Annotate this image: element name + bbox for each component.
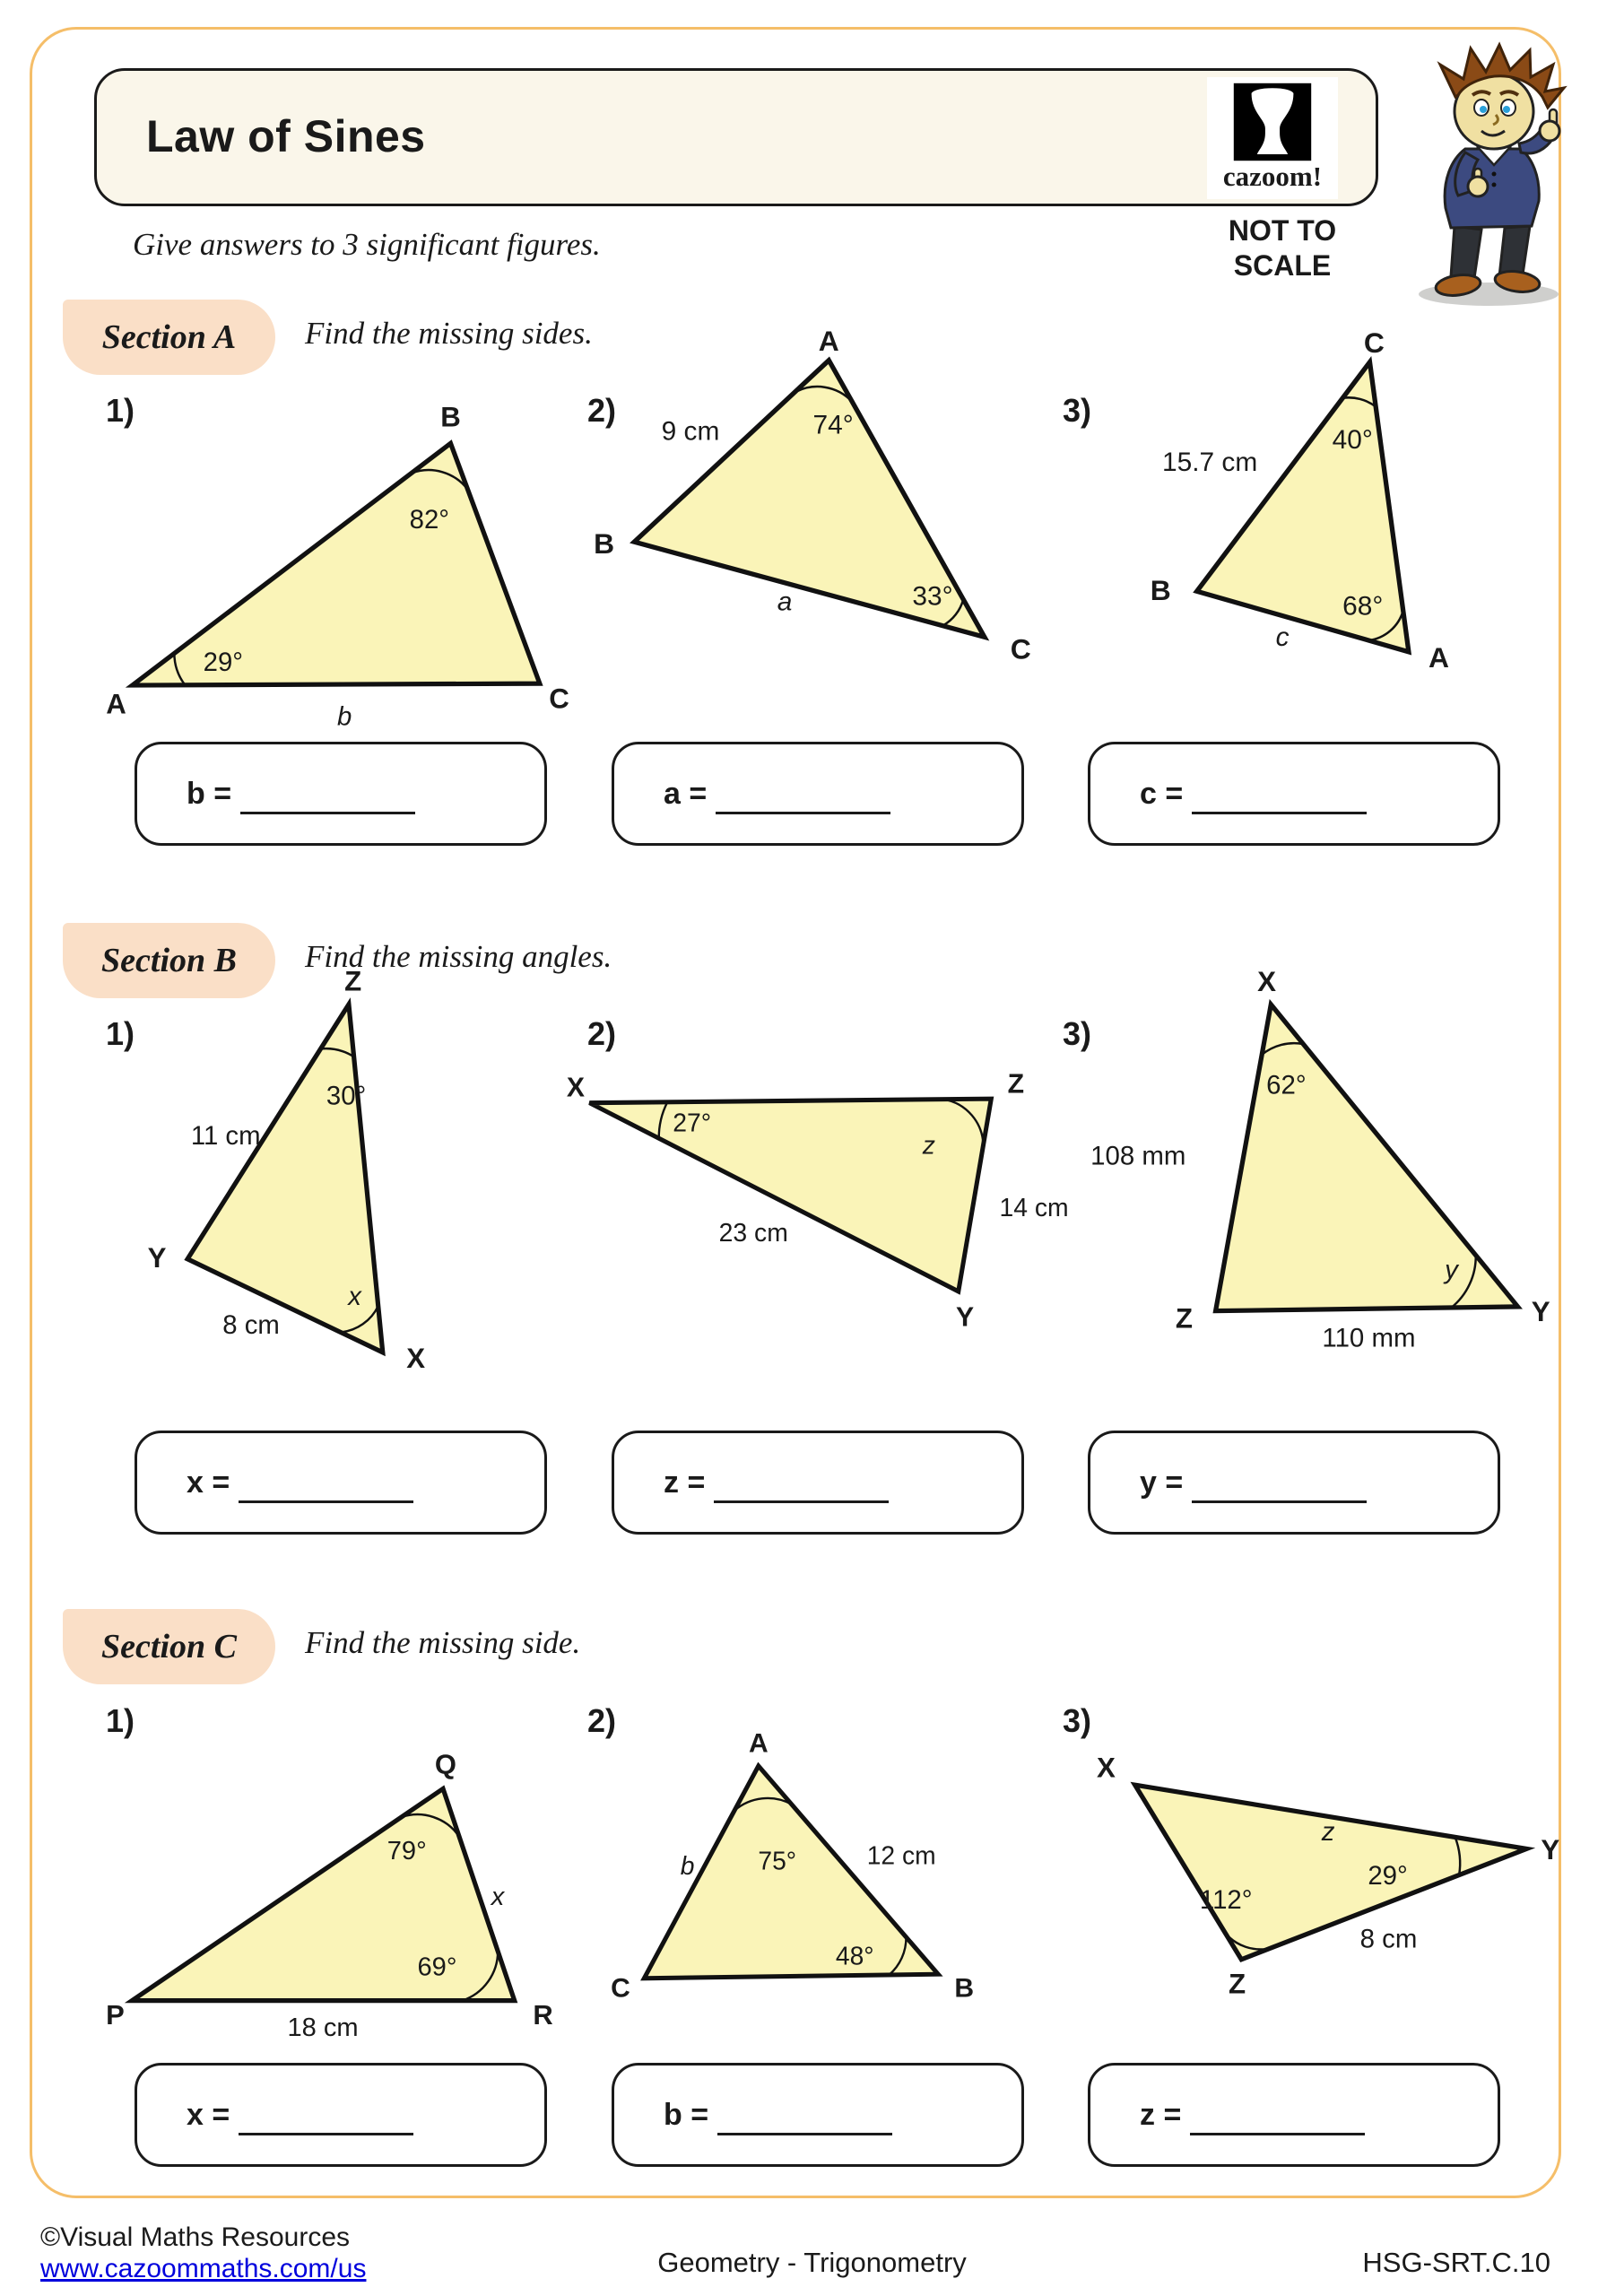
question-number: 3) bbox=[1063, 1015, 1092, 1052]
angle-value: 79° bbox=[386, 1837, 427, 1866]
mascot-button bbox=[1492, 172, 1497, 177]
unknown-side-label: b bbox=[337, 701, 352, 732]
vertex-label: Z bbox=[1229, 1968, 1246, 2000]
triangle-shape bbox=[589, 1099, 991, 1292]
triangle-shape bbox=[1216, 1004, 1518, 1311]
angle-value: 68° bbox=[1342, 591, 1384, 622]
website-link[interactable]: www.cazoommaths.com/us bbox=[40, 2254, 367, 2283]
vertex-label: A bbox=[748, 1729, 769, 1759]
topic-label: Geometry - Trigonometry bbox=[657, 2247, 967, 2278]
vertex-label: A bbox=[106, 688, 126, 720]
side-measurement: 8 cm bbox=[1359, 1924, 1418, 1954]
question-number: 3) bbox=[1063, 392, 1092, 429]
vertex-label: R bbox=[533, 1998, 553, 2031]
mascot-pupil bbox=[1503, 106, 1510, 113]
unknown-side-label: c bbox=[1275, 622, 1290, 653]
vertex-label: Z bbox=[1007, 1069, 1025, 1100]
triangle-shape bbox=[133, 443, 540, 685]
side-measurement: 15.7 cm bbox=[1161, 448, 1258, 478]
question-number: 2) bbox=[587, 392, 617, 429]
answer-label: b = bbox=[187, 776, 232, 811]
mascot-leg bbox=[1451, 226, 1481, 278]
answer-label: a = bbox=[664, 776, 708, 811]
vertex-label: X bbox=[1096, 1752, 1116, 1784]
vertex-label: C bbox=[549, 683, 569, 715]
answer-box bbox=[135, 1431, 547, 1535]
angle-value: 62° bbox=[1266, 1070, 1307, 1100]
unknown-angle-label: z bbox=[922, 1131, 935, 1161]
question-number: 3) bbox=[1063, 1702, 1092, 1739]
answer-line bbox=[239, 1463, 413, 1503]
answer-line bbox=[1192, 1463, 1367, 1503]
vertex-label: B bbox=[1150, 573, 1171, 606]
angle-value: 29° bbox=[1368, 1861, 1408, 1892]
answer-label: c = bbox=[1140, 776, 1184, 811]
angle-value: 82° bbox=[409, 504, 450, 535]
angle-value: 69° bbox=[417, 1952, 457, 1982]
vertex-label: C bbox=[1010, 632, 1031, 665]
header-box bbox=[94, 68, 1378, 206]
section-b-label: Section B bbox=[63, 923, 275, 998]
side-measurement: 18 cm bbox=[287, 2013, 359, 2042]
side-measurement: 11 cm bbox=[190, 1121, 261, 1152]
answer-line bbox=[716, 774, 890, 814]
vertex-label: Y bbox=[1541, 1833, 1560, 1866]
answer-line bbox=[717, 2095, 892, 2135]
vertex-label: A bbox=[1429, 641, 1450, 670]
answer-box bbox=[135, 2063, 547, 2167]
vertex-label: Y bbox=[956, 1302, 975, 1333]
side-measurement: 8 cm bbox=[222, 1310, 280, 1341]
mascot-fist bbox=[1540, 121, 1559, 141]
worksheet-instruction: Give answers to 3 significant figures. bbox=[133, 227, 601, 262]
section-a-task: Find the missing sides. bbox=[305, 316, 593, 351]
side-measurement: 12 cm bbox=[866, 1840, 936, 1870]
answer-box bbox=[612, 1431, 1024, 1535]
triangle-c2 bbox=[583, 1729, 1040, 2039]
answer-box bbox=[612, 742, 1024, 846]
answer-label: x = bbox=[187, 2097, 230, 2132]
angle-value: 48° bbox=[835, 1941, 874, 1970]
triangle-b1 bbox=[94, 970, 569, 1370]
vertex-label: B bbox=[954, 1973, 975, 2004]
vertex-label: Z bbox=[1175, 1302, 1193, 1335]
triangle-a1 bbox=[94, 401, 569, 732]
answer-box bbox=[1088, 1431, 1500, 1535]
unknown-angle-label: x bbox=[348, 1281, 361, 1311]
mascot-leg bbox=[1499, 226, 1530, 276]
triangle-c1 bbox=[94, 1740, 565, 2059]
triangle-a2 bbox=[569, 330, 1054, 667]
answer-label: z = bbox=[664, 1465, 706, 1500]
vertex-label: Z bbox=[344, 970, 362, 997]
answer-line bbox=[240, 774, 415, 814]
question-number: 2) bbox=[587, 1015, 617, 1052]
mascot-illustration bbox=[1399, 41, 1596, 310]
section-a-label: Section A bbox=[63, 300, 275, 375]
copyright-text: ©Visual Maths Resources bbox=[40, 2222, 351, 2252]
question-number: 2) bbox=[587, 1702, 617, 1739]
unknown-side-label: a bbox=[777, 587, 793, 617]
angle-value: 40° bbox=[1332, 425, 1373, 456]
section-c-label: Section C bbox=[63, 1609, 275, 1684]
vertex-label: Y bbox=[147, 1242, 167, 1274]
answer-line bbox=[239, 2095, 413, 2135]
answer-label: z = bbox=[1140, 2097, 1182, 2132]
standard-code: HSG-SRT.C.10 bbox=[1362, 2247, 1550, 2278]
mascot-pupil bbox=[1480, 106, 1487, 113]
mascot-fist bbox=[1468, 177, 1488, 196]
vertex-label: A bbox=[818, 330, 839, 358]
angle-value: 75° bbox=[758, 1846, 797, 1875]
vertex-label: P bbox=[106, 1998, 125, 2031]
angle-value: 112° bbox=[1199, 1884, 1253, 1915]
vertex-label: C bbox=[1363, 332, 1385, 360]
answer-box bbox=[135, 742, 547, 846]
vertex-label: B bbox=[594, 526, 615, 560]
triangle-shape bbox=[132, 1788, 515, 2000]
section-b-task: Find the missing angles. bbox=[305, 939, 612, 974]
unknown-side-label: b bbox=[680, 1851, 695, 1881]
section-c-task: Find the missing side. bbox=[305, 1625, 581, 1660]
goblet-logo-icon bbox=[1232, 82, 1313, 162]
brand-name: cazoom! bbox=[1222, 161, 1323, 192]
side-measurement: 23 cm bbox=[718, 1219, 788, 1248]
angle-value: 29° bbox=[203, 647, 244, 677]
vertex-label: X bbox=[1257, 970, 1276, 997]
side-measurement: 108 mm bbox=[1090, 1141, 1186, 1171]
vertex-label: X bbox=[406, 1342, 426, 1370]
brand-logo bbox=[1207, 77, 1338, 199]
side-measurement: 14 cm bbox=[999, 1193, 1069, 1222]
triangle-c3 bbox=[1063, 1738, 1565, 2036]
vertex-label: B bbox=[440, 401, 461, 433]
answer-line bbox=[1192, 774, 1367, 814]
triangle-b3 bbox=[1058, 970, 1560, 1370]
triangle-shape bbox=[1135, 1785, 1527, 1960]
vertex-label: C bbox=[611, 1973, 630, 2004]
answer-box bbox=[612, 2063, 1024, 2167]
answer-label: y = bbox=[1140, 1465, 1184, 1500]
answer-box bbox=[1088, 742, 1500, 846]
angle-value: 27° bbox=[673, 1109, 712, 1138]
question-number: 1) bbox=[106, 1702, 135, 1739]
not-to-scale-note: NOT TO SCALE bbox=[1228, 214, 1337, 283]
answer-label: x = bbox=[187, 1465, 230, 1500]
mascot-button bbox=[1492, 183, 1497, 187]
angle-value: 33° bbox=[912, 581, 953, 612]
angle-value: 30° bbox=[326, 1081, 367, 1111]
unknown-side-label: z bbox=[1321, 1816, 1335, 1847]
unknown-side-label: x bbox=[491, 1882, 505, 1911]
answer-label: b = bbox=[664, 2097, 709, 2132]
page-title: Law of Sines bbox=[146, 111, 426, 161]
triangle-a3 bbox=[1067, 332, 1551, 669]
question-number: 1) bbox=[106, 392, 135, 429]
question-number: 1) bbox=[106, 1015, 135, 1052]
vertex-label: Y bbox=[1531, 1296, 1550, 1328]
angle-value: 74° bbox=[812, 410, 854, 440]
answer-line bbox=[714, 1463, 889, 1503]
unknown-angle-label: y bbox=[1445, 1255, 1458, 1285]
side-measurement: 9 cm bbox=[661, 416, 720, 447]
side-measurement: 110 mm bbox=[1322, 1323, 1416, 1353]
answer-line bbox=[1190, 2095, 1365, 2135]
triangle-b2 bbox=[565, 1004, 1090, 1349]
vertex-label: X bbox=[566, 1073, 585, 1103]
answer-box bbox=[1088, 2063, 1500, 2167]
vertex-label: Q bbox=[434, 1748, 456, 1780]
